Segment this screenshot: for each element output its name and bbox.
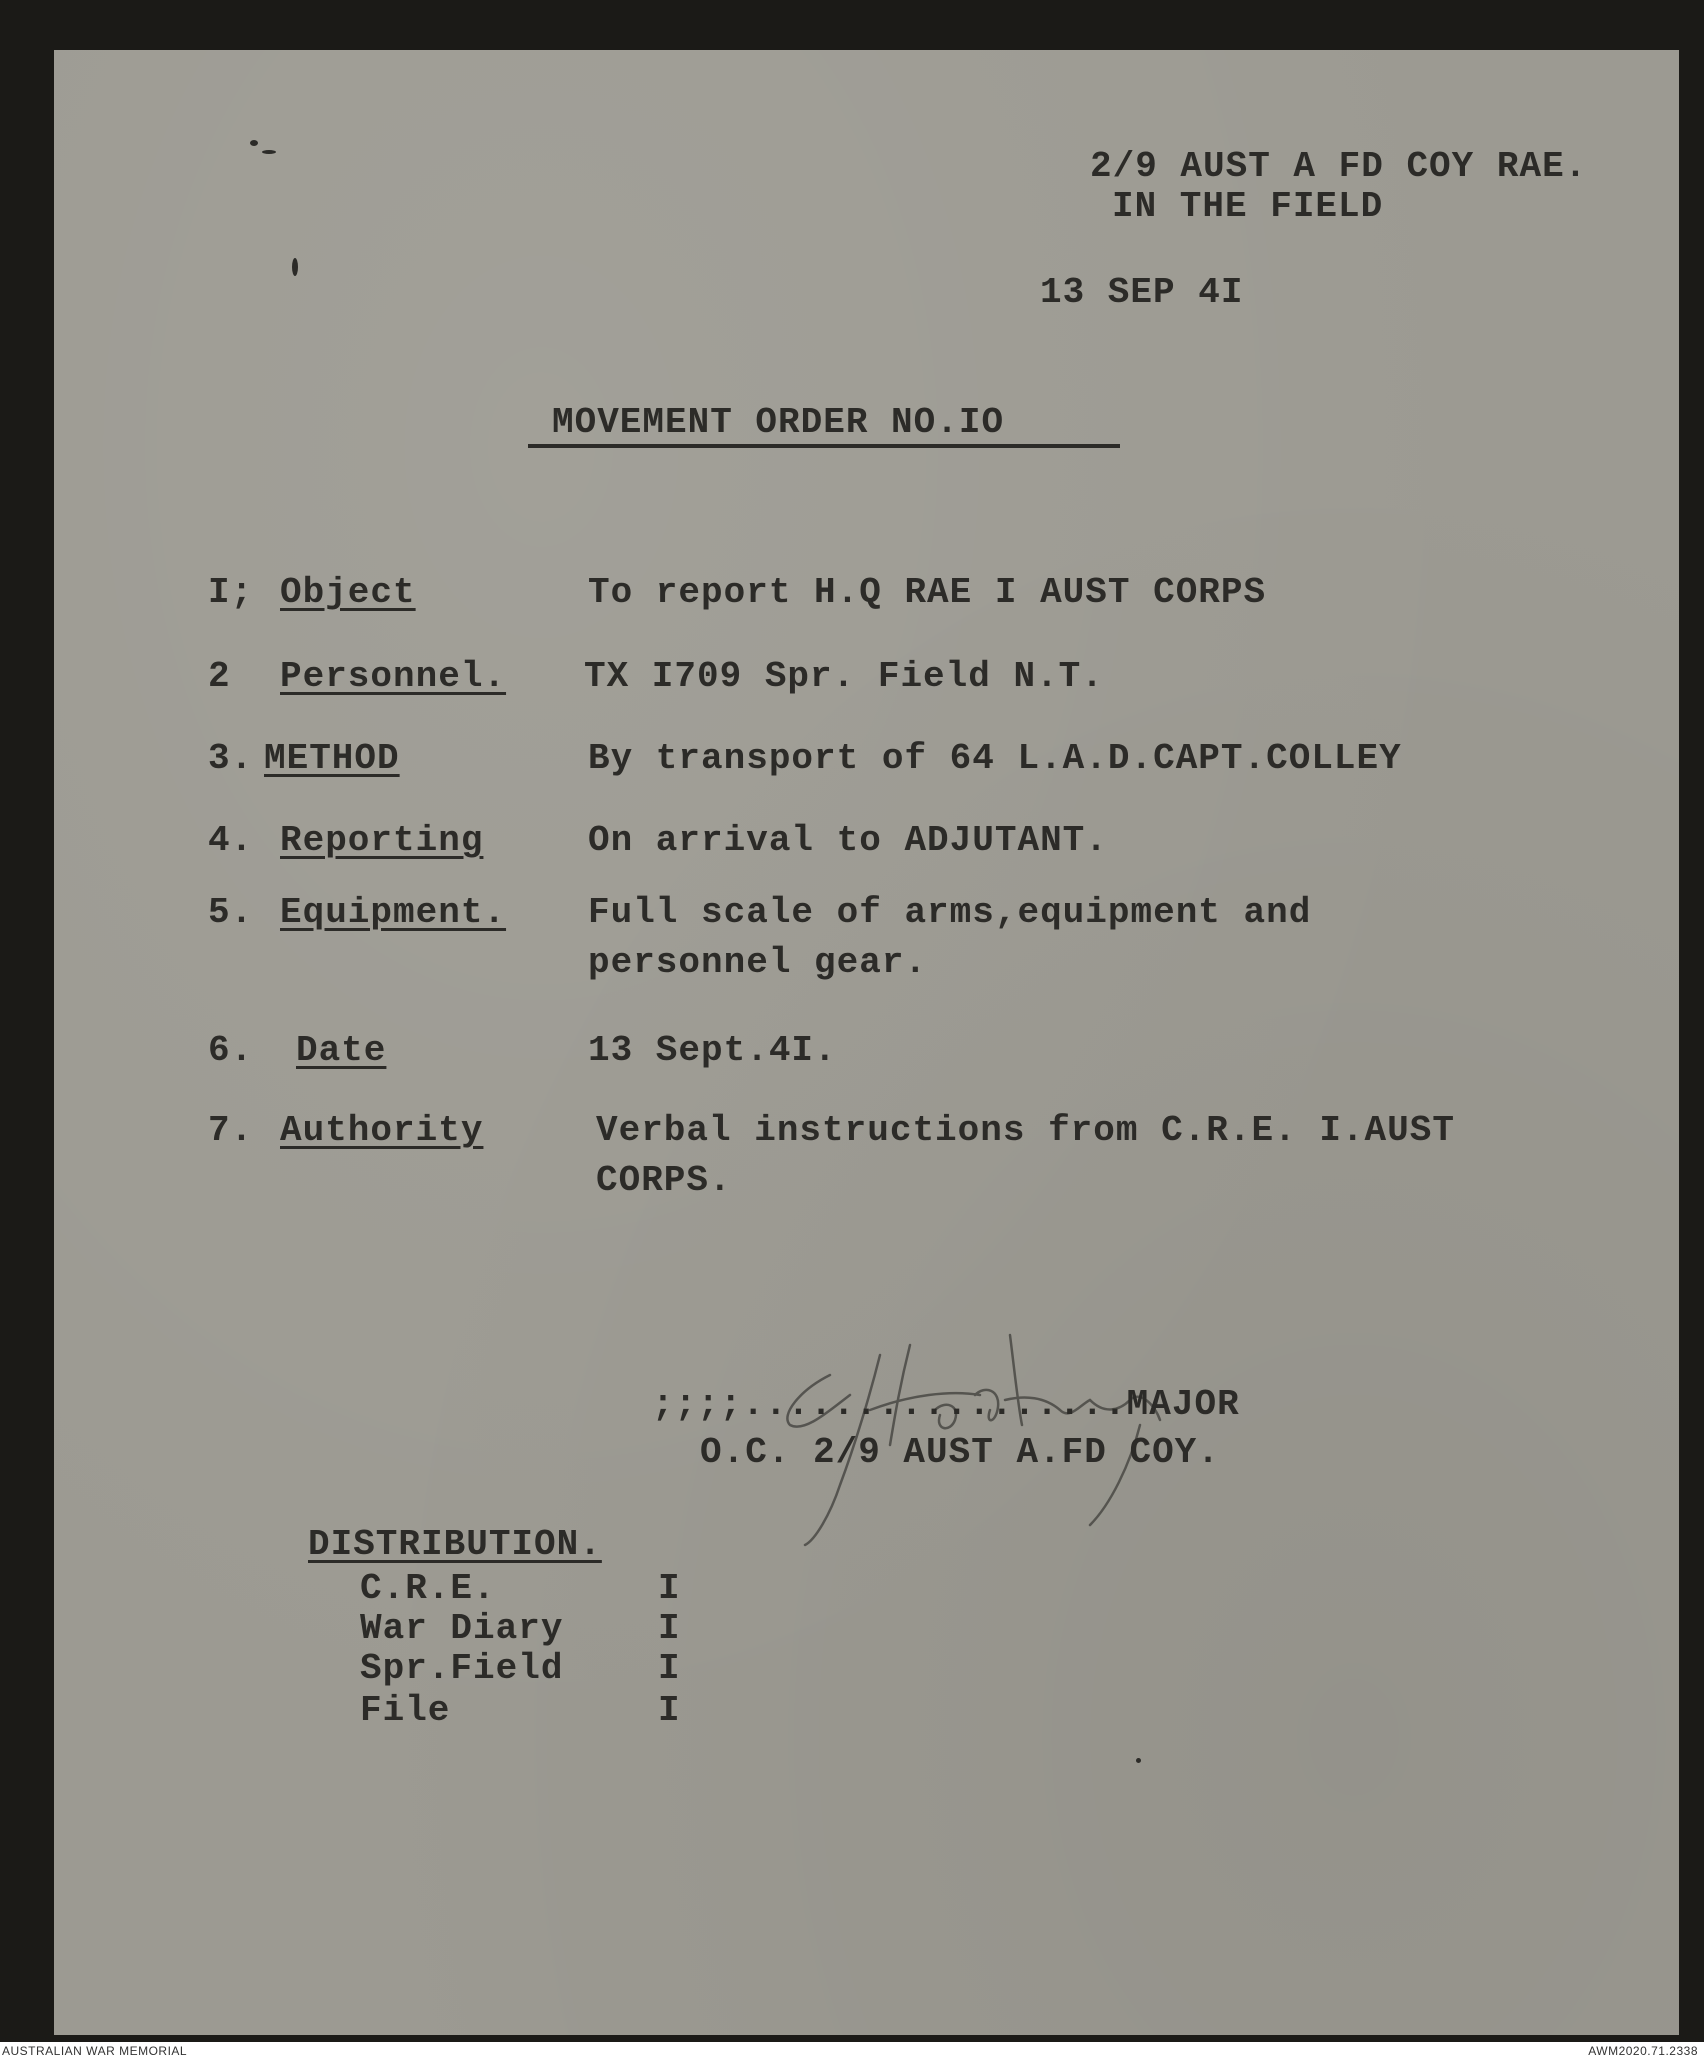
order-item-method <box>208 738 1568 782</box>
item-label: Date <box>296 1030 387 1071</box>
header-date: 13 SEP 4I <box>1040 272 1244 313</box>
signature-line: ;;;;.................MAJOR <box>652 1384 1240 1425</box>
distribution-entry-name: File <box>360 1690 451 1731</box>
page-title: MOVEMENT ORDER NO.IO <box>552 402 1005 443</box>
distribution-entry-qty: I <box>658 1608 681 1649</box>
distribution-heading: DISTRIBUTION. <box>308 1524 602 1565</box>
item-value: TX I709 Spr. Field N.T. <box>584 656 1104 697</box>
item-value-continued: CORPS. <box>596 1160 732 1201</box>
item-number: 5. <box>208 892 254 933</box>
item-label: Personnel. <box>280 656 507 697</box>
item-number: 6. <box>208 1030 254 1071</box>
order-item-equipment <box>208 892 1568 988</box>
order-item-date <box>208 1030 1568 1074</box>
item-value: On arrival to ADJUTANT. <box>588 820 1108 861</box>
item-label: Object <box>280 572 416 613</box>
item-value: Full scale of arms,equipment and <box>588 892 1312 933</box>
distribution-entry-qty: I <box>658 1648 681 1689</box>
paper-speck <box>1136 1758 1141 1763</box>
item-label: METHOD <box>264 738 400 779</box>
item-label: Authority <box>280 1110 484 1151</box>
item-number: 4. <box>208 820 254 861</box>
distribution-entry-name: C.R.E. <box>360 1568 496 1609</box>
paper-speck <box>292 258 298 276</box>
item-value: To report H.Q RAE I AUST CORPS <box>588 572 1267 613</box>
item-value: 13 Sept.4I. <box>588 1030 837 1071</box>
item-number: I; <box>208 572 254 613</box>
order-item-object <box>208 572 1568 616</box>
order-item-personnel <box>208 656 1568 700</box>
title-underline <box>528 444 1120 448</box>
item-number: 3. <box>208 738 254 779</box>
unit-heading: 2/9 AUST A FD COY RAE. <box>1090 146 1588 187</box>
signatory-title: O.C. 2/9 AUST A.FD COY. <box>700 1432 1220 1473</box>
distribution-entry-qty: I <box>658 1568 681 1609</box>
paper-speck <box>262 150 276 154</box>
distribution-entry-name: War Diary <box>360 1608 564 1649</box>
item-number: 7. <box>208 1110 254 1151</box>
item-value: Verbal instructions from C.R.E. I.AUST <box>596 1110 1455 1151</box>
footer-institution: AUSTRALIAN WAR MEMORIAL <box>2 2044 188 2058</box>
item-label: Reporting <box>280 820 484 861</box>
item-value: By transport of 64 L.A.D.CAPT.COLLEY <box>588 738 1402 779</box>
order-item-authority <box>208 1110 1568 1206</box>
order-item-reporting <box>208 820 1568 864</box>
distribution-entry-name: Spr.Field <box>360 1648 564 1689</box>
distribution-entry-qty: I <box>658 1690 681 1731</box>
item-number: 2 <box>208 656 231 697</box>
item-value-continued: personnel gear. <box>588 942 928 983</box>
footer-accession-number: AWM2020.71.2338 <box>1588 2044 1698 2058</box>
paper-speck <box>250 140 258 146</box>
location-heading: IN THE FIELD <box>1112 186 1384 227</box>
item-label: Equipment. <box>280 892 507 933</box>
